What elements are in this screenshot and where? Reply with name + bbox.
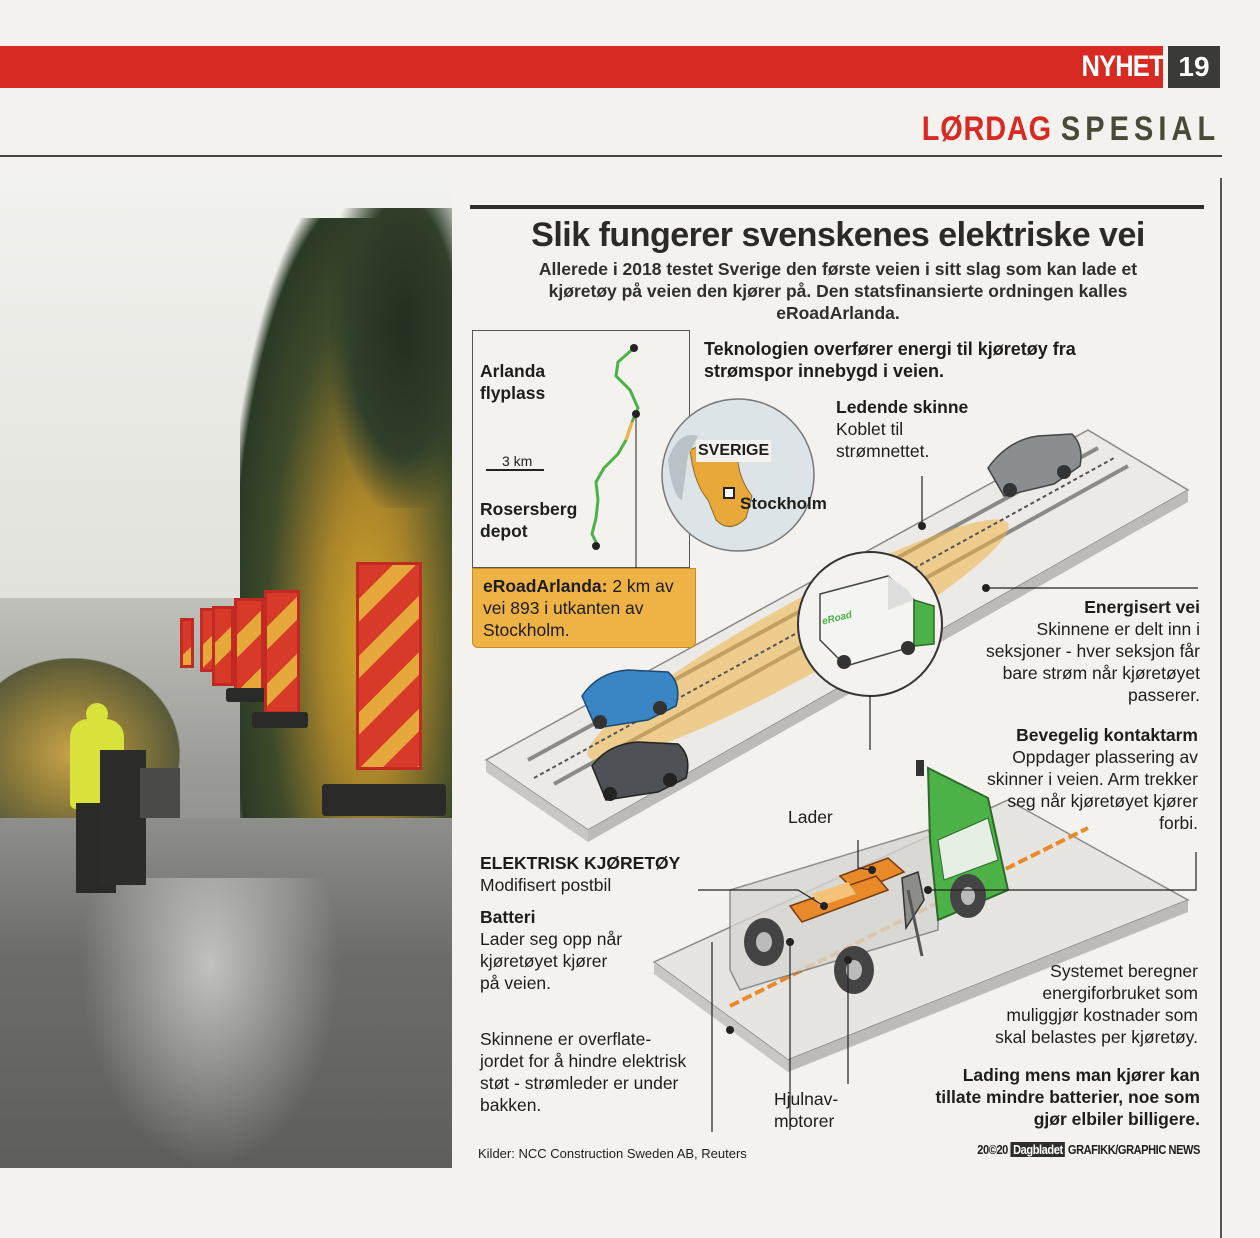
photo-vehicle (140, 768, 180, 818)
infographic (468, 200, 1208, 1170)
road-sign (212, 606, 234, 686)
label-systemet: Systemet beregner energiforbruket som muliggjør kostnader som skal belastes per kjøretøy. (995, 961, 1198, 1047)
truck-logo: eRoad (821, 609, 854, 628)
road-sign-base (252, 712, 308, 728)
page-number: 19 (1168, 46, 1220, 88)
credit-year: 20©20 (977, 1142, 1008, 1157)
road-sign (356, 562, 422, 770)
label-sverige: SVERIGE (696, 440, 771, 462)
road-sign-base (322, 784, 446, 816)
label-kontaktarm (970, 724, 1198, 834)
label-scale: 3 km (502, 453, 533, 469)
route-endpoint-arlanda (630, 344, 638, 352)
elektrisk-text: Modifisert postbil (480, 875, 612, 895)
photo-trees-dark (330, 208, 452, 508)
label-batteri (480, 906, 630, 994)
road-sign (234, 598, 264, 698)
road-photo (0, 178, 452, 1168)
energisert-title: Energisert vei (1084, 597, 1200, 617)
wheel (950, 874, 986, 918)
label-stockholm: Stockholm (740, 494, 827, 513)
infographic-lede: Allerede i 2018 testet Sverige den første veien i sitt slag som kan lade et kjøretøy på veien den kjører på. Den statsfinansierte ordningen kalles eRoadArlanda. (538, 259, 1138, 323)
route-orange-segment (626, 422, 632, 440)
label-ledende (836, 396, 1016, 462)
column-rule (1220, 178, 1222, 1238)
label-skinnene: Skinnene er overflate-jordet for å hindre elektrisk støt - strømleder er under bakken. (480, 1029, 687, 1115)
wheel (744, 918, 784, 966)
energisert-text: Skinnene er delt inn i seksjoner - hver seksjon får bare strøm når kjøretøyet passerer. (986, 619, 1200, 705)
eroad-text: 2 km av vei 893 i utkanten av Stockholm. (483, 576, 674, 640)
road-sign (180, 618, 194, 668)
wheel (834, 946, 874, 994)
spesial-red-word: LØRDAG (921, 110, 1052, 148)
kontaktarm-title: Bevegelig kontaktarm (1016, 725, 1198, 745)
label-lading: Lading mens man kjører kan tillate mindre batterier, noe som gjør elbiler billigere. (935, 1065, 1200, 1129)
header-red-bar (0, 46, 1163, 88)
sources: Kilder: NCC Construction Sweden AB, Reuters (478, 1146, 747, 1161)
lordag-spesial-heading (921, 110, 1220, 149)
stockholm-marker (724, 488, 734, 498)
route-endpoint-rosersberg (592, 542, 600, 550)
label-energisert (964, 596, 1200, 706)
ledende-text: Koblet til strømnettet. (836, 419, 930, 461)
elektrisk-title: ELEKTRISK KJØRETØY (480, 853, 681, 873)
section-label: NYHET (1081, 50, 1164, 83)
label-rosersberg: Rosersberg depot (480, 499, 578, 541)
batteri-text: Lader seg opp når kjøretøyet kjører på veien. (480, 929, 623, 993)
eroad-callout (472, 568, 696, 648)
kontaktarm-text: Oppdager plassering av skinner i veien. Arm trekker seg når kjøretøyet kjører forbi. (986, 747, 1198, 833)
spesial-dark-word: SPESIAL (1060, 110, 1220, 148)
label-lader: Lader (788, 807, 833, 827)
worker-helmet (86, 703, 108, 725)
road-sign (264, 590, 300, 714)
ledende-title: Ledende skinne (836, 397, 969, 417)
credit-rest: GRAFIKK/GRAPHIC NEWS (1067, 1142, 1200, 1157)
header-rule (0, 155, 1222, 157)
infographic-title: Slik fungerer svenskenes elektriske vei (531, 216, 1145, 254)
tech-text: Teknologien overfører energi til kjøretøy fra strømspor innebygd i veien. (704, 339, 1076, 381)
label-arlanda: Arlanda flyplass (480, 361, 546, 403)
credit (977, 1142, 1200, 1157)
credit-logo: Dagbladet (1011, 1142, 1066, 1157)
photo-wet-shine (80, 878, 340, 1168)
batteri-title: Batteri (480, 907, 536, 927)
label-hjulnav: Hjulnav-motorer (774, 1089, 839, 1131)
label-elektrisk (480, 852, 730, 896)
eroad-name: eRoadArlanda: (483, 576, 608, 596)
